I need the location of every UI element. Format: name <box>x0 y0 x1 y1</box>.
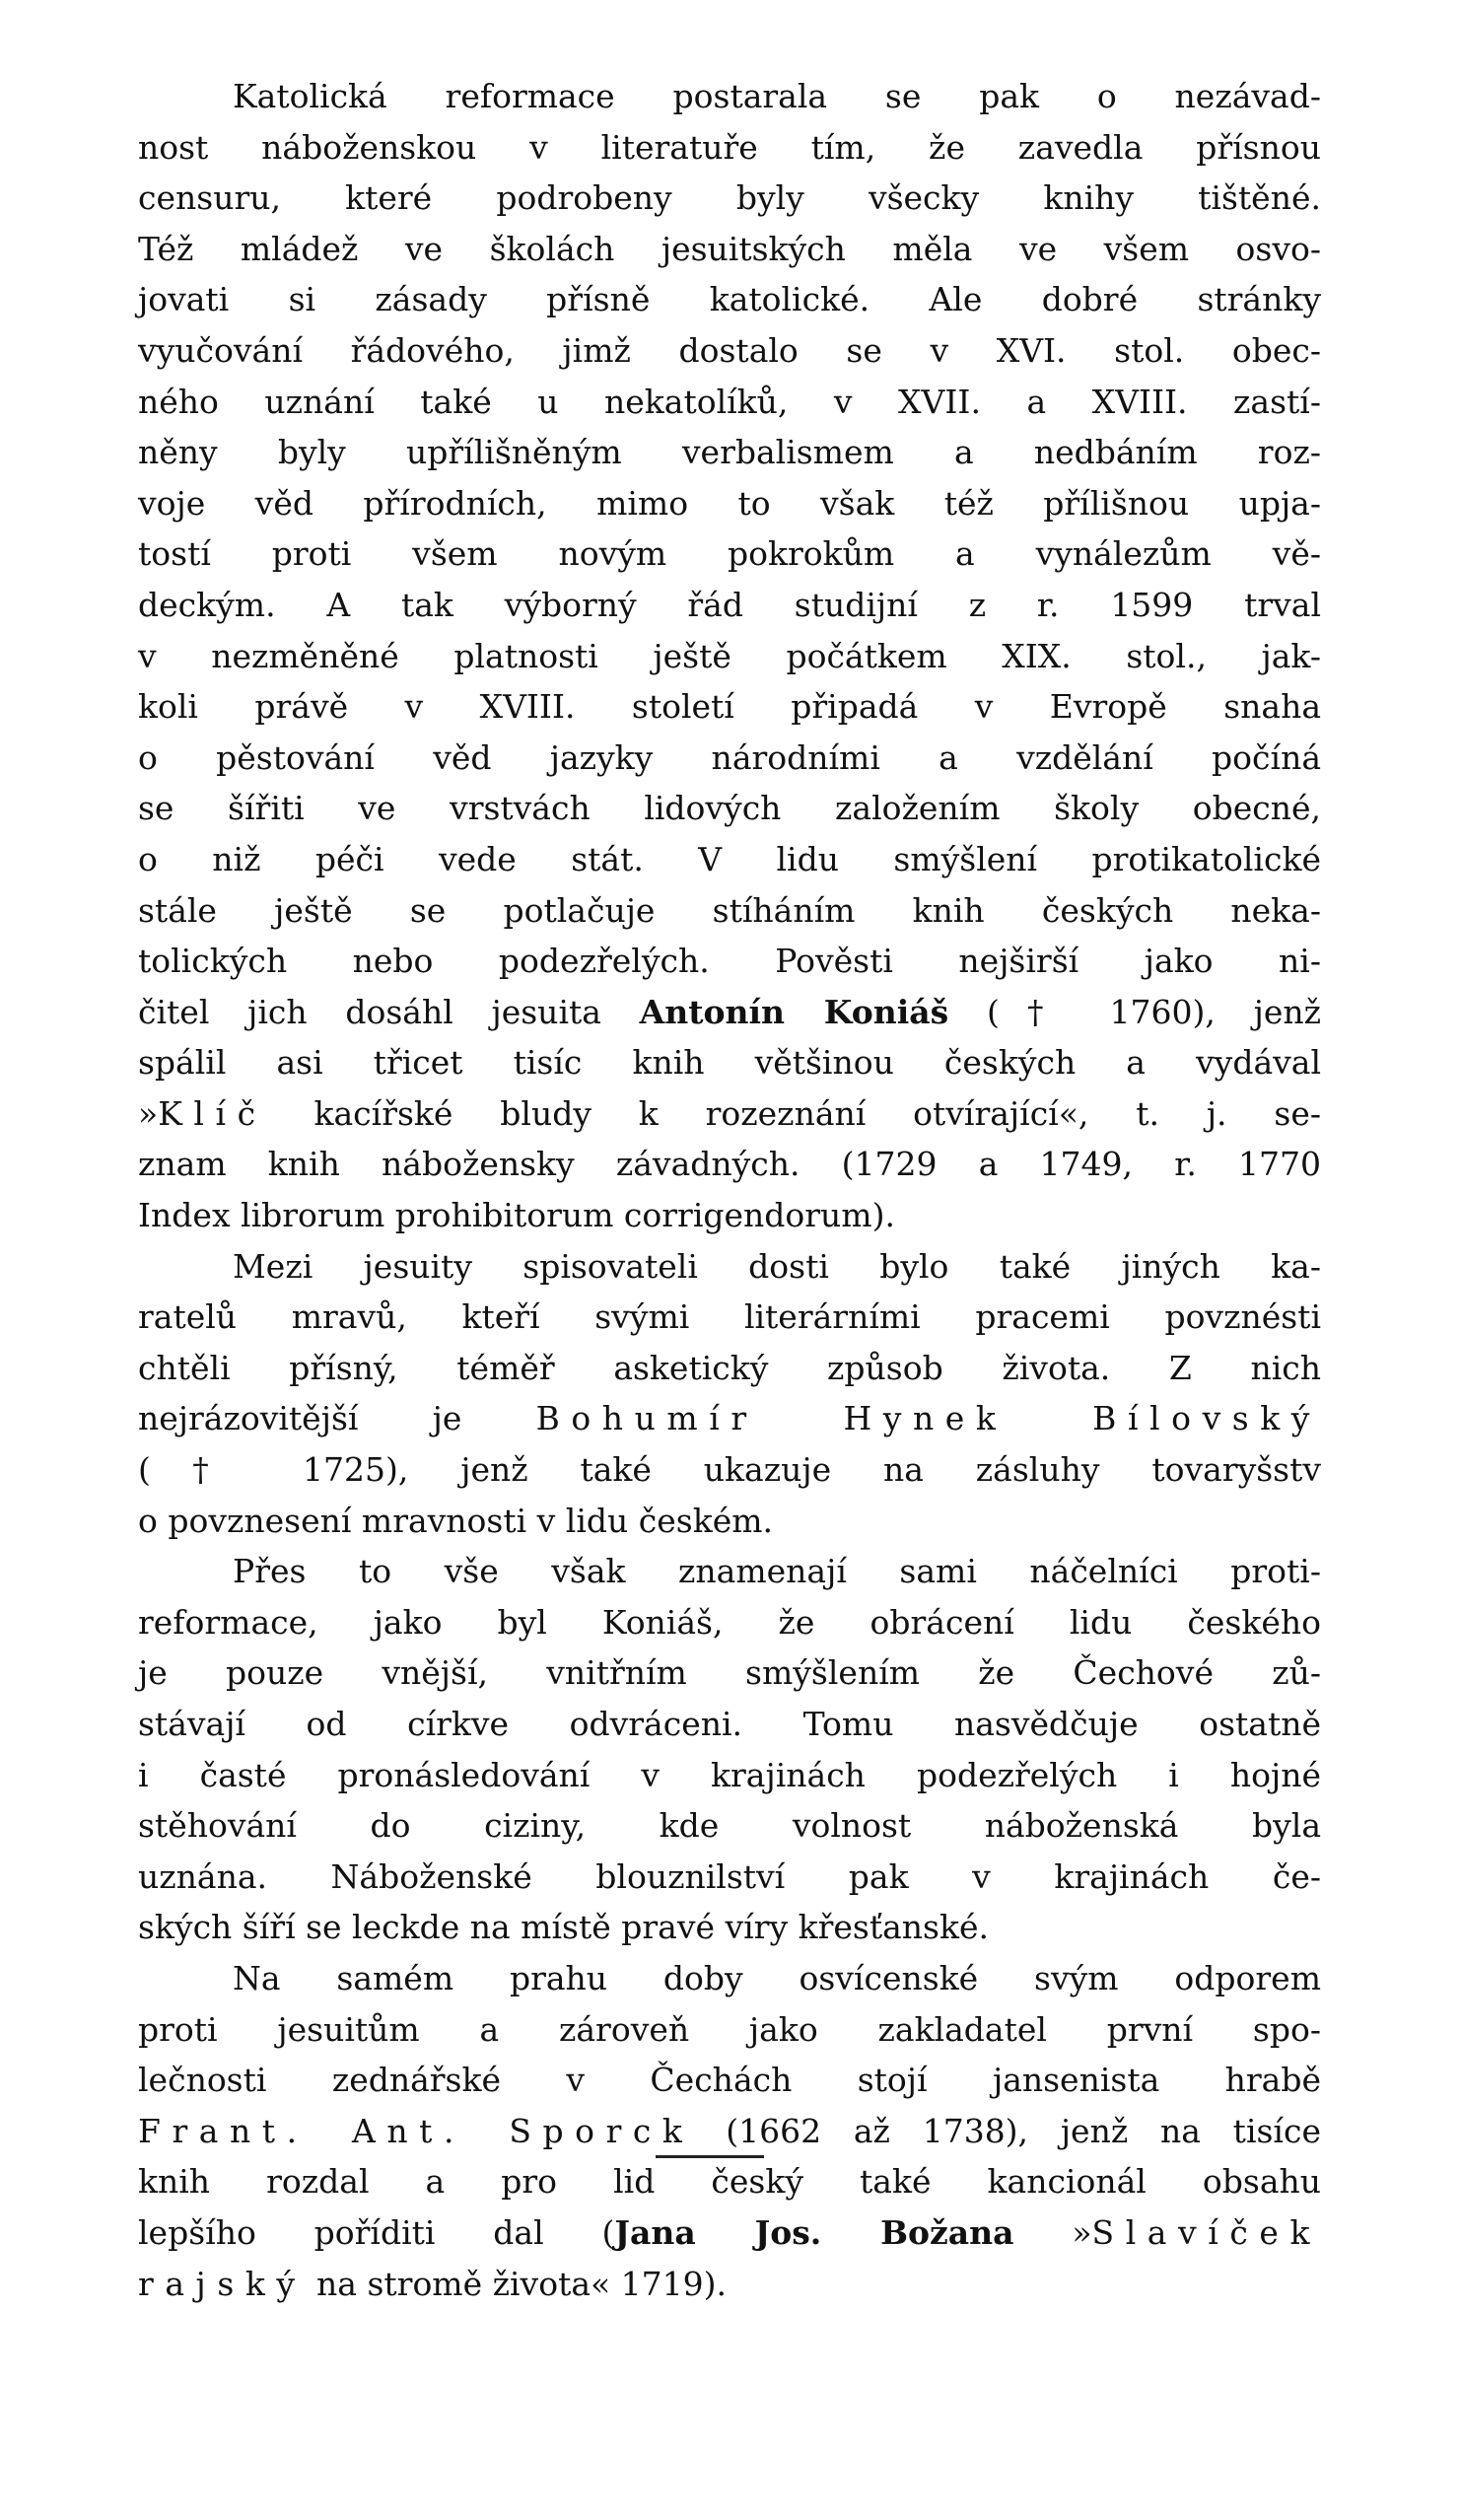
text-line <box>138 2106 1321 2157</box>
spaced-title: Klíč <box>158 1093 267 1133</box>
text-line: proti jesuitům a zároveň jako zakladatel první spo- <box>138 2009 1321 2049</box>
text-line: o povznesení mravnosti v lidu českém. <box>138 1501 774 1540</box>
text-line: stále ještě se potlačuje stíháním knih českých neka- <box>138 890 1321 930</box>
text-line: censuru, které podrobeny byly všecky knihy tištěné. <box>138 178 1321 218</box>
paragraph <box>138 1953 1321 2309</box>
text-line: chtěli přísný, téměř asketický způsob života. Z nich <box>138 1348 1321 1387</box>
text-line: Katolická reformace postarala se pak o nezávad- <box>233 77 1321 115</box>
text-line: Též mládež ve školách jesuitských měla ve všem osvo- <box>138 229 1321 268</box>
closing-rule <box>656 2155 764 2158</box>
text-line: ratelů mravů, kteří svými literárními pracemi povznésti <box>138 1297 1321 1337</box>
text-line: stávají od církve odvráceni. Tomu nasvědčuje ostatně <box>138 1705 1321 1743</box>
text-line: Mezi jesuity spisovateli dosti bylo také jiných ka- <box>233 1246 1321 1286</box>
text-line: lečnosti zednářské v Čechách stojí jansenista hrabě <box>138 2061 1321 2100</box>
line-segment: » <box>1013 2212 1092 2252</box>
bold-name: Antonín Koniáš <box>639 992 949 1031</box>
line-segment: († 1760), jenž <box>948 992 1321 1031</box>
text-line: se šířiti ve vrstvách lidových založením školy obecné, <box>138 789 1321 828</box>
text-line: Přes to vše však znamenají sami náčelníci proti- <box>233 1552 1321 1591</box>
spaced-title: rajský <box>138 2264 307 2303</box>
text-line: vyučování řádového, jimž dostalo se v XVI. stol. obec- <box>138 330 1321 370</box>
paragraph <box>138 1546 1321 1953</box>
text-line <box>138 1088 1321 1140</box>
line-segment: » <box>138 1093 159 1133</box>
text-line <box>138 2207 1321 2259</box>
text-line: voje věd přírodních, mimo to však též přílišnou upja- <box>138 483 1321 523</box>
text-line <box>138 2259 1321 2310</box>
document-page <box>138 71 1321 2309</box>
text-line: deckým. A tak výborný řád studijní z r. 1599 trval <box>138 585 1321 624</box>
text-line: i časté pronásledování v krajinách podezřelých i hojné <box>138 1755 1321 1794</box>
text-line: znam knih nábožensky závadných. (1729 a 1749, r. 1770 <box>138 1145 1321 1184</box>
bold-name: Jana Jos. Božana <box>614 2212 1014 2252</box>
text-line: († 1725), jenž také ukazuje na zásluhy tovaryšstv <box>138 1450 1321 1490</box>
text-line: ských šíří se leckde na místě pravé víry křesťanské. <box>138 1908 989 1947</box>
spaced-name: Frant. Ant. Sporck <box>138 2111 694 2150</box>
text-line: ného uznání také u nekatolíků, v XVII. a XVIII. zastí- <box>138 382 1321 421</box>
text-line: koli právě v XVIII. století připadá v Evropě snaha <box>138 687 1321 727</box>
text-line: o niž péči vede stát. V lidu smýšlení protikatolické <box>138 839 1321 878</box>
text-line: reformace, jako byl Koniáš, že obrácení lidu českého <box>138 1602 1321 1642</box>
line-segment: nejrázovitější je <box>138 1399 536 1438</box>
text-line: v nezměněné platnosti ještě počátkem XIX. stol., jak- <box>138 636 1321 675</box>
text-line: Index librorum prohibitorum corrigendorum). <box>138 1196 895 1235</box>
text-line: o pěstování věd jazyky národními a vzdělání počíná <box>138 737 1321 777</box>
text-line: jovati si zásady přísně katolické. Ale dobré stránky <box>138 280 1321 319</box>
text-line: spálil asi třicet tisíc knih většinou českých a vydával <box>138 1043 1321 1083</box>
text-line: uznána. Náboženské blouznilství pak v krajinách če- <box>138 1856 1321 1896</box>
text-line: tostí proti všem novým pokrokům a vynálezům vě- <box>138 534 1321 574</box>
text-line: nost náboženskou v literatuře tím, že zavedla přísnou <box>138 127 1321 167</box>
text-line <box>138 1393 1321 1444</box>
line-segment: čitel jich dosáhl jesuita <box>138 992 640 1031</box>
line-segment: kacířské bludy k rozeznání otvírající«, t. j. se- <box>266 1093 1321 1133</box>
paragraph <box>138 1241 1321 1547</box>
line-segment: (1662 až 1738), jenž na tisíce <box>693 2111 1321 2150</box>
text-line: knih rozdal a pro lid český také kancionál obsahu <box>138 2162 1321 2202</box>
paragraph <box>138 71 1321 1241</box>
text-line: Na samém prahu doby osvícenské svým odporem <box>233 1958 1321 1997</box>
spaced-title: Slavíček <box>1091 2212 1321 2252</box>
text-line: je pouze vnější, vnitřním smýšlením že Čechové zů- <box>138 1653 1321 1693</box>
line-segment: lepšího poříditi dal ( <box>138 2212 615 2252</box>
text-line: tolických nebo podezřelých. Pověsti nejširší jako ni- <box>138 942 1321 981</box>
text-line: něny byly upřílišněným verbalismem a nedbáním roz- <box>138 433 1321 472</box>
text-line <box>138 987 1321 1038</box>
line-segment: na stromě života« 1719). <box>306 2264 728 2303</box>
text-line: stěhování do ciziny, kde volnost náboženská byla <box>138 1806 1321 1846</box>
spaced-name: Bohumír Hynek Bílovský <box>535 1399 1321 1438</box>
